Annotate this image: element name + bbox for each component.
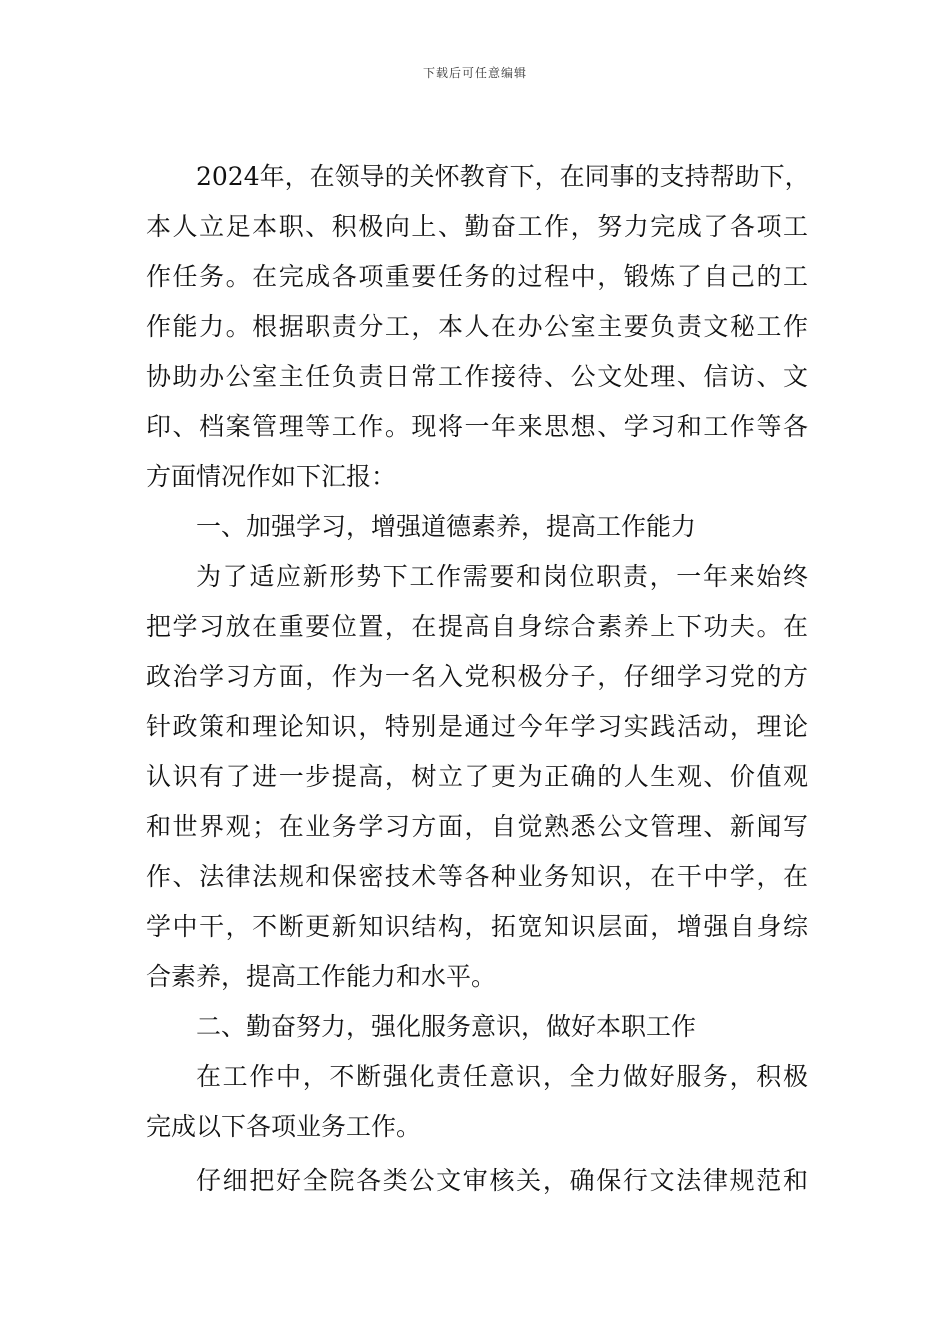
- paragraph-line: 方面情况作如下汇报：: [146, 462, 397, 491]
- header-note: 下载后可任意编辑: [422, 66, 527, 80]
- document-body: [146, 152, 808, 1206]
- paragraph-line: 为了适应新形势下工作需要和岗位职责，一年来始终: [196, 562, 808, 591]
- section-heading: 一、加强学习，增强道德素养，提高工作能力: [196, 512, 697, 541]
- paragraph-line: 合素养，提高工作能力和水平。: [146, 962, 497, 991]
- paragraph-line: 2024年，在领导的关怀教育下，在同事的支持帮助下，: [196, 162, 810, 191]
- paragraph-line: 作任务。在完成各项重要任务的过程中，锻炼了自己的工: [146, 262, 808, 291]
- paragraph-line: 作、法律法规和保密技术等各种业务知识，在干中学，在: [146, 862, 808, 891]
- paragraph-line: 把学习放在重要位置，在提高自身综合素养上下功夫。在: [146, 612, 808, 641]
- paragraph-line: 在工作中，不断强化责任意识，全力做好服务，积极: [196, 1062, 808, 1091]
- paragraph-line: 作能力。根据职责分工，本人在办公室主要负责文秘工作: [146, 312, 808, 341]
- paragraph-line: 学中干，不断更新知识结构，拓宽知识层面，增强自身综: [146, 912, 808, 941]
- paragraph-line: 政治学习方面，作为一名入党积极分子，仔细学习党的方: [146, 662, 808, 691]
- paragraph-line: 协助办公室主任负责日常工作接待、公文处理、信访、文: [146, 362, 808, 391]
- paragraph-line: 完成以下各项业务工作。: [146, 1112, 422, 1141]
- section-heading: 二、勤奋努力，强化服务意识，做好本职工作: [196, 1012, 697, 1041]
- paragraph-line: 印、档案管理等工作。现将一年来思想、学习和工作等各: [146, 412, 808, 441]
- paragraph-line: 和世界观；在业务学习方面，自觉熟悉公文管理、新闻写: [146, 812, 808, 841]
- paragraph-line: 认识有了进一步提高，树立了更为正确的人生观、价值观: [146, 762, 808, 791]
- paragraph-line: 仔细把好全院各类公文审核关，确保行文法律规范和: [196, 1166, 808, 1195]
- paragraph-line: 本人立足本职、积极向上、勤奋工作，努力完成了各项工: [146, 212, 808, 241]
- paragraph-line: 针政策和理论知识，特别是通过今年学习实践活动，理论: [146, 712, 808, 741]
